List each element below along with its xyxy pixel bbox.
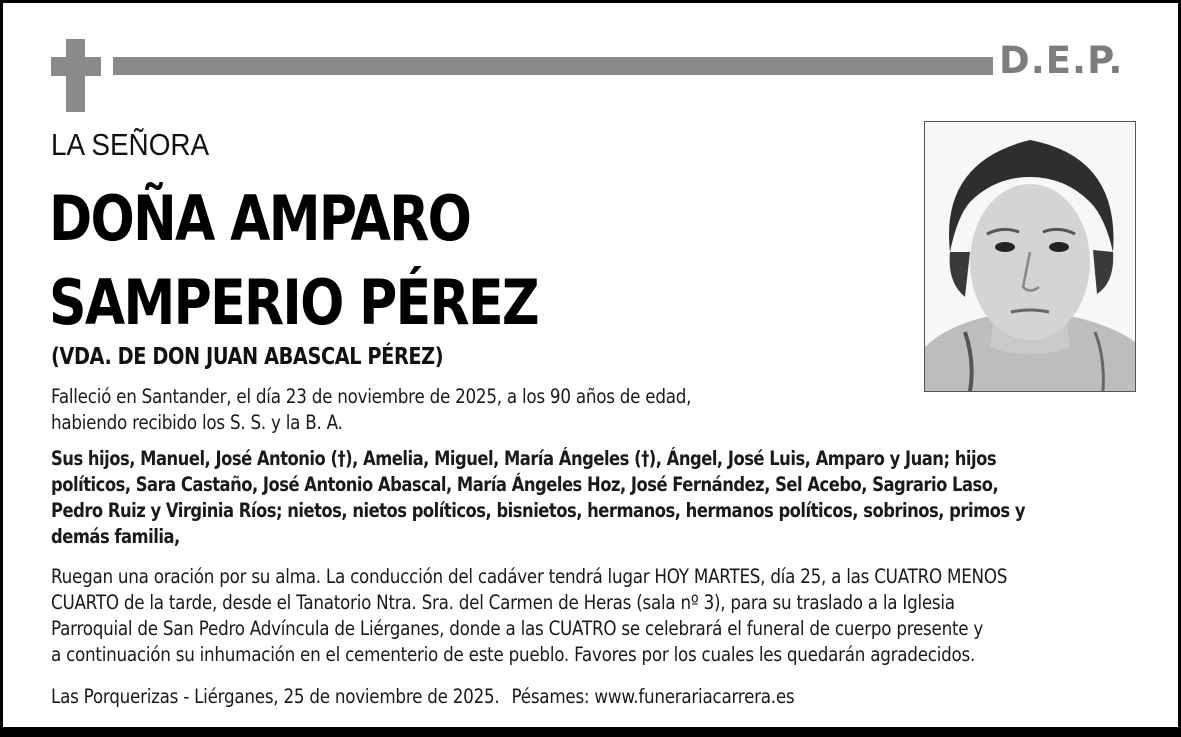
name-line-2: SAMPERIO PÉREZ: [49, 266, 538, 339]
family-line: políticos, Sara Castaño, José Antonio Abascal, María Ángeles Hoz, José Fernández, Sel Acebo, Sagrario Laso,: [51, 473, 999, 496]
portrait-image: [925, 122, 1135, 391]
funeral-details: [51, 564, 1007, 668]
funeral-line: Ruegan una oración por su alma. La conducción del cadáver tendrá lugar HOY MARTES, día 25, a las CUATRO MENOS: [51, 565, 1008, 588]
dep-label: D.E.P.: [999, 39, 1124, 82]
family-line: Sus hijos, Manuel, José Antonio (†), Amelia, Miguel, María Ángeles (†), Ángel, José Luis, Amparo y Juan; hijos: [51, 447, 997, 470]
funeral-line: Parroquial de San Pedro Advíncula de Liérganes, donde a las CUATRO se celebrará el funeral de cuerpo presente y: [51, 617, 984, 640]
death-notice-line: Falleció en Santander, el día 23 de noviembre de 2025, a los 90 años de edad,: [51, 385, 692, 408]
condolences-link[interactable]: www.funerariacarrera.es: [594, 685, 795, 708]
honorific: LA SEÑORA: [51, 127, 210, 162]
funeral-line: a continuación su inhumación en el cementerio de este pueblo. Favores por los cuales les quedarán agradecidos.: [51, 643, 976, 666]
cross-icon-bar: [51, 57, 101, 76]
name-line-1: DOÑA AMPARO: [49, 182, 471, 255]
funeral-line: CUARTO de la tarde, desde el Tanatorio Ntra. Sra. del Carmen de Heras (sala nº 3), para su traslado a la Iglesia: [51, 591, 955, 614]
death-notice: [51, 384, 691, 436]
death-notice-line: habiendo recibido los S. S. y la B. A.: [51, 411, 343, 434]
deceased-name: [49, 177, 538, 345]
portrait-photo: [924, 121, 1136, 392]
widow-of: (VDA. DE DON JUAN ABASCAL PÉREZ): [51, 344, 444, 370]
family-line: demás familia,: [51, 525, 180, 548]
family-list: [51, 446, 1025, 550]
condolences-label: Pésames:: [511, 685, 590, 708]
footer: [51, 684, 794, 710]
family-line: Pedro Ruiz y Virginia Ríos; nietos, nietos políticos, bisnietos, hermanos, hermanos políticos, sobrinos, primos y: [51, 499, 1026, 522]
place-date: Las Porquerizas - Liérganes, 25 de noviembre de 2025.: [51, 685, 500, 708]
header-rule: [113, 57, 993, 75]
